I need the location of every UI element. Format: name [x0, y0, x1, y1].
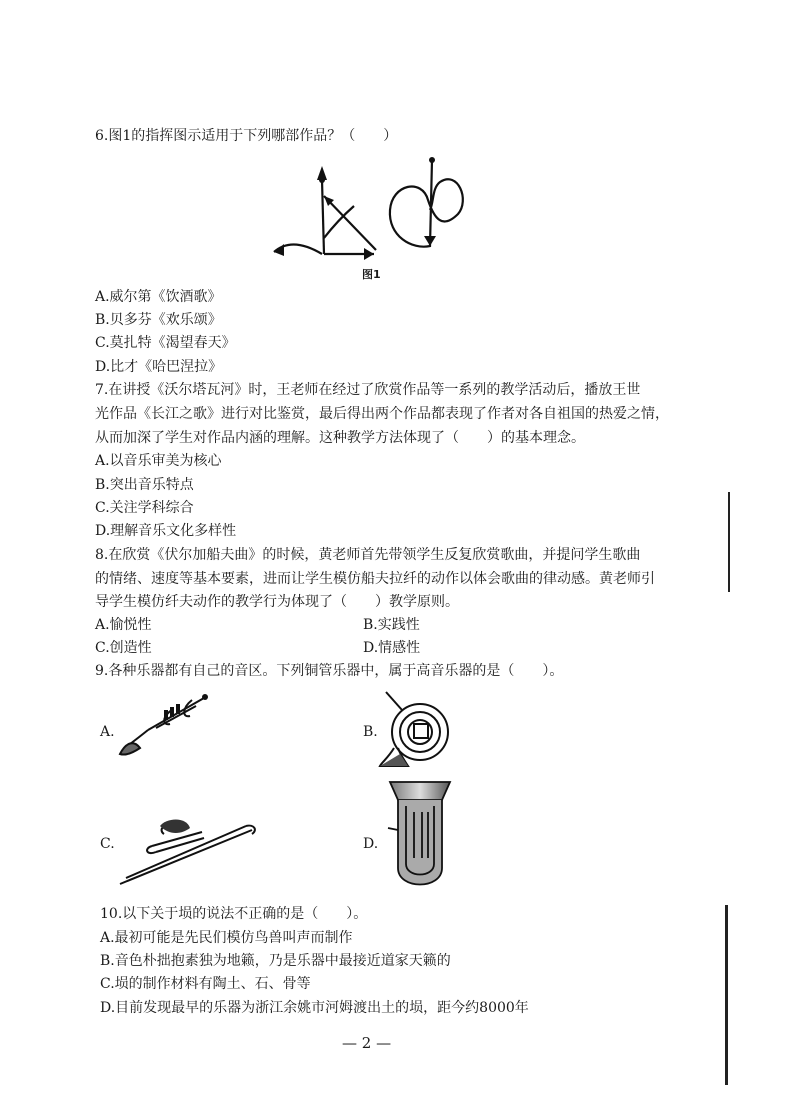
q6-stem: 6.图1的指挥图示适用于下列哪部作品？（ ） — [95, 128, 398, 144]
tuba-image — [384, 778, 456, 898]
q10-stem: 10.以下关于埙的说法不正确的是（ ）。 — [100, 906, 368, 922]
q7-option-d: D.理解音乐文化多样性 — [95, 523, 237, 539]
q8-option-d: D.情感性 — [363, 640, 421, 656]
q8-line-2: 的情绪、速度等基本要素，进而让学生模仿船夫拉纤的动作以体会歌曲的律动感。黄老师引 — [95, 571, 655, 587]
q8-line-1: 8.在欣赏《伏尔加船夫曲》的时候，黄老师首先带领学生反复欣赏歌曲，并提问学生歌曲 — [95, 547, 641, 563]
q7-option-c: C.关注学科综合 — [95, 500, 194, 516]
q8-option-c: C.创造性 — [95, 640, 152, 656]
q8-option-a: A.愉悦性 — [95, 617, 152, 633]
q7-line-3: 从而加深了学生对作品内涵的理解。这种教学方法体现了（ ）的基本理念。 — [95, 430, 585, 446]
beat-pattern-right — [390, 160, 463, 247]
q10-option-c: C.埙的制作材料有陶土、石、骨等 — [100, 976, 311, 992]
q6-option-b: B.贝多芬《欢乐颂》 — [95, 312, 222, 328]
q9-option-b: B. — [363, 724, 378, 740]
q8-line-3: 导学生模仿纤夫动作的教学行为体现了（ ）教学原则。 — [95, 594, 459, 610]
q6-option-c: C.莫扎特《渴望春天》 — [95, 335, 236, 351]
q7-line-2: 光作品《长江之歌》进行对比鉴赏，最后得出两个作品都表现了作者对各自祖国的热爱之情， — [95, 406, 669, 422]
q6-option-d: D.比才《哈巴涅拉》 — [95, 359, 223, 375]
q8-option-b: B.实践性 — [363, 617, 420, 633]
figure-caption: 图1 — [362, 268, 381, 281]
q9-option-a: A. — [100, 724, 115, 740]
scan-edge-line — [725, 905, 728, 1085]
q7-option-a: A.以音乐审美为核心 — [95, 453, 222, 469]
q9-option-c: C. — [100, 836, 115, 852]
q10-option-b: B.音色朴拙抱素独为地籁，乃是乐器中最接近道家天籁的 — [100, 953, 451, 969]
trombone-image — [112, 812, 262, 892]
page-number: — 2 — — [342, 1034, 392, 1052]
trumpet-image — [112, 690, 212, 765]
q9-option-d: D. — [363, 836, 379, 852]
q7-option-b: B.突出音乐特点 — [95, 477, 194, 493]
french-horn-image — [378, 688, 460, 768]
q10-option-a: A.最初可能是先民们模仿鸟兽叫声而制作 — [100, 930, 353, 946]
q7-line-1: 7.在讲授《沃尔塔瓦河》时，王老师在经过了欣赏作品等一系列的教学活动后，播放王世 — [95, 382, 641, 398]
q6-option-a: A.威尔第《饮酒歌》 — [95, 289, 222, 305]
q10-option-d: D.目前发现最早的乐器为浙江余姚市河姆渡出土的埙，距今约8000年 — [100, 1000, 529, 1016]
beat-pattern-left — [274, 180, 376, 254]
q9-stem: 9.各种乐器都有自己的音区。下列铜管乐器中，属于高音乐器的是（ ）。 — [95, 663, 564, 679]
conducting-diagram — [262, 150, 482, 262]
scan-edge-line — [728, 492, 730, 592]
